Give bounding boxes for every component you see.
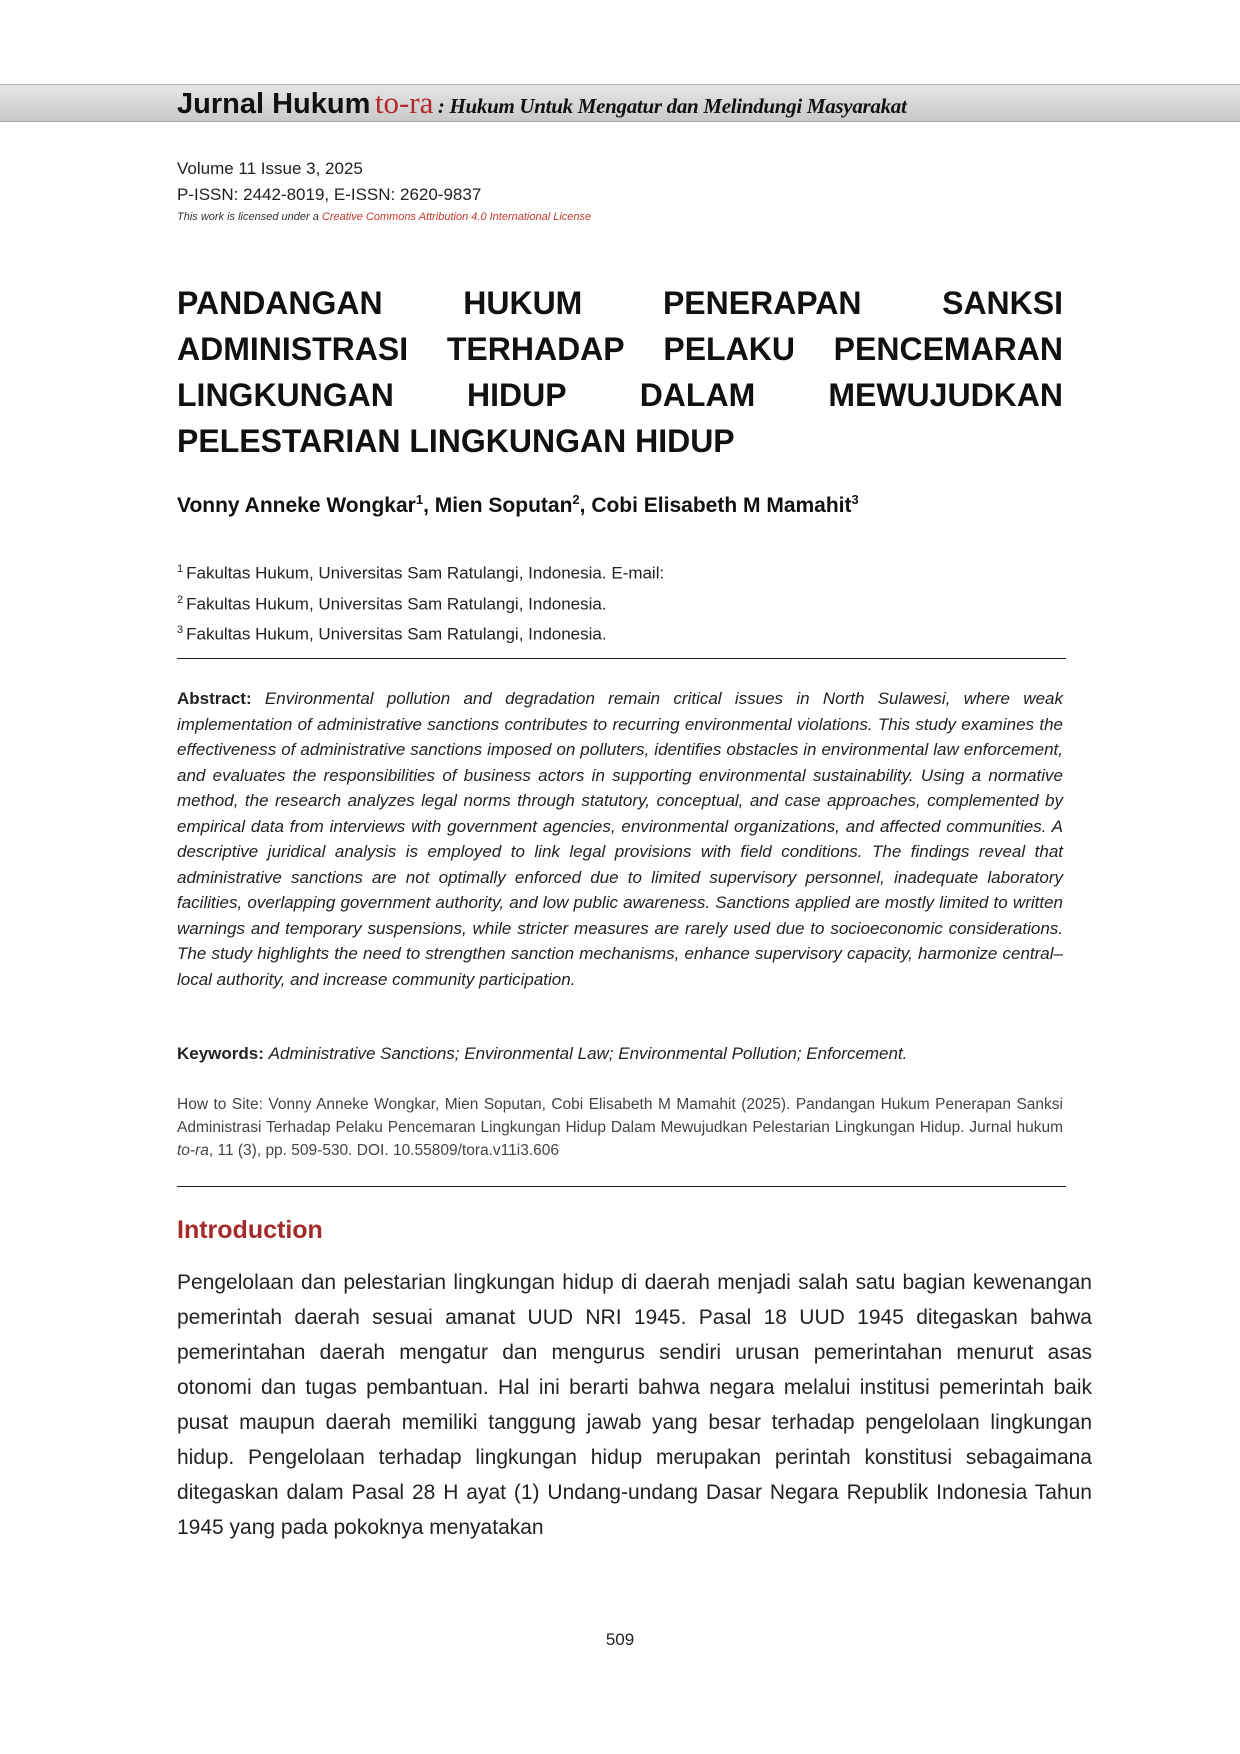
title-word: PENERAPAN bbox=[662, 285, 862, 321]
journal-subtitle: : Hukum Untuk Mengatur dan Melindungi Masyarakat bbox=[437, 94, 907, 118]
author-list bbox=[177, 492, 859, 518]
keywords bbox=[177, 1041, 1063, 1066]
cite-prefix: How to Site: Vonny Anneke Wongkar, Mien Soputan, Cobi Elisabeth M Mamahit (2025). Pandangan Hukum Penerapan Sanksi Administrasi Terhadap Pelaku Pencemaran Lingkungan Hidup Dalam Mewujudkan Pelestarian Lingkungan Hidup. Jurnal hukum bbox=[177, 1096, 1063, 1136]
abstract bbox=[177, 686, 1063, 992]
license-line bbox=[177, 208, 1077, 226]
title-line bbox=[177, 418, 1063, 464]
title-word: PELAKU bbox=[663, 331, 795, 367]
affiliation bbox=[177, 587, 664, 618]
introduction-body: Pengelolaan dan pelestarian lingkungan hidup di daerah menjadi salah satu bagian kewenangan pemerintah daerah sesuai amanat UUD NRI 1945. Pasal 18 UUD 1945 ditegaskan bahwa pemerintahan daerah mengatur dan mengurus sendiri urusan pemerintahan menurut asas otonomi dan tugas pembantuan. Hal ini berarti bahwa negara melalui institusi pemerintah baik pusat maupun daerah memiliki tanggung jawab yang besar terhadap pengelolaan lingkungan hidup. Pengelolaan terhadap lingkungan hidup merupakan perintah konstitusi sebagaimana ditegaskan dalam Pasal 28 H ayat (1) Undang-undang Dasar Negara Republik Indonesia Tahun 1945 yang pada pokoknya menyatakan bbox=[177, 1271, 1092, 1539]
title-word: HIDUP bbox=[467, 377, 567, 413]
title-word: TERHADAP bbox=[446, 331, 625, 367]
divider-top bbox=[177, 658, 1066, 659]
abstract-text: Environmental pollution and degradation remain critical issues in North Sulawesi, where weak implementation of administrative sanctions contributes to recurring environmental violations. This study examines the effectiveness of administrative sanctions imposed on polluters, identifies obstacles in environmental law enforcement, and evaluates the responsibilities of business actors in supporting environmental sustainability. Using a normative method, the research analyzes legal norms through statutory, conceptual, and case approaches, complemented by empirical data from interviews with government agencies, environmental organizations, and affected communities. A descriptive juridical analysis is employed to link legal provisions with field conditions. The findings reveal that administrative sanctions are not optimally enforced due to limited supervisory personnel, inadequate laboratory facilities, overlapping government authority, and low public awareness. Sanctions applied are mostly limited to written warnings and temporary suspensions, while stricter measures are rarely used due to socioeconomic considerations. The study highlights the need to strengthen sanction mechanisms, enhance supervisory capacity, harmonize central–local authority, and increase community participation. bbox=[177, 689, 1063, 989]
title-word: MEWUJUDKAN bbox=[828, 377, 1063, 413]
affiliation bbox=[177, 556, 664, 587]
author-sep: , bbox=[579, 494, 592, 517]
license-link[interactable]: Creative Commons Attribution 4.0 International License bbox=[321, 211, 592, 223]
title-line bbox=[177, 326, 1063, 372]
affiliation-text: Fakultas Hukum, Universitas Sam Ratulangi, Indonesia. bbox=[186, 624, 607, 644]
how-to-cite bbox=[177, 1093, 1063, 1162]
title-line bbox=[177, 372, 1063, 418]
article-meta bbox=[177, 156, 1077, 226]
affiliation-sup: 1 bbox=[177, 563, 184, 575]
title-word: LINGKUNGAN bbox=[177, 377, 394, 413]
affiliation-text: Fakultas Hukum, Universitas Sam Ratulangi, Indonesia. bbox=[186, 594, 607, 614]
cite-journal: to-ra bbox=[177, 1142, 209, 1159]
title-word: PELESTARIAN LINGKUNGAN HIDUP bbox=[177, 423, 735, 459]
affiliation-text: Fakultas Hukum, Universitas Sam Ratulangi, Indonesia. E-mail: bbox=[186, 563, 665, 583]
title-word: PANDANGAN bbox=[177, 285, 383, 321]
title-word: DALAM bbox=[639, 377, 756, 413]
author-sep: , bbox=[423, 494, 435, 517]
author-sup: 2 bbox=[572, 492, 580, 507]
title-word: ADMINISTRASI bbox=[177, 331, 409, 367]
issn-info: P-ISSN: 2442-8019, E-ISSN: 2620-9837 bbox=[177, 185, 482, 204]
journal-name: Jurnal Hukum bbox=[177, 88, 371, 120]
author-sup: 1 bbox=[415, 492, 424, 507]
title-word: PENCEMARAN bbox=[833, 331, 1063, 367]
affiliation-sup: 2 bbox=[177, 593, 184, 606]
keywords-label: Keywords: bbox=[177, 1044, 264, 1063]
author-name: Cobi Elisabeth M Mamahit bbox=[591, 494, 852, 517]
title-word: HUKUM bbox=[463, 285, 583, 321]
journal-header bbox=[177, 86, 907, 120]
license-prefix: This work is licensed under a bbox=[177, 211, 322, 223]
title-word: SANKSI bbox=[942, 285, 1063, 321]
page-number: 509 bbox=[605, 1630, 635, 1649]
introduction-heading: Introduction bbox=[177, 1216, 323, 1244]
volume-info: Volume 11 Issue 3, 2025 bbox=[177, 159, 363, 178]
author-sup: 3 bbox=[851, 492, 859, 507]
author-name: Vonny Anneke Wongkar bbox=[177, 494, 416, 517]
affiliation-sup: 3 bbox=[177, 624, 184, 637]
affiliation bbox=[177, 617, 664, 648]
keywords-text: Administrative Sanctions; Environmental Law; Environmental Pollution; Enforcement. bbox=[268, 1044, 908, 1063]
journal-accent: to-ra bbox=[374, 85, 434, 120]
divider-bottom bbox=[177, 1186, 1066, 1187]
cite-suffix: , 11 (3), pp. 509-530. DOI. 10.55809/tora.v11i3.606 bbox=[208, 1142, 560, 1159]
abstract-label: Abstract: bbox=[177, 689, 252, 708]
affiliation-list bbox=[177, 556, 664, 648]
author-name: Mien Soputan bbox=[434, 494, 573, 517]
article-title bbox=[177, 280, 1063, 464]
title-line bbox=[177, 280, 1063, 326]
